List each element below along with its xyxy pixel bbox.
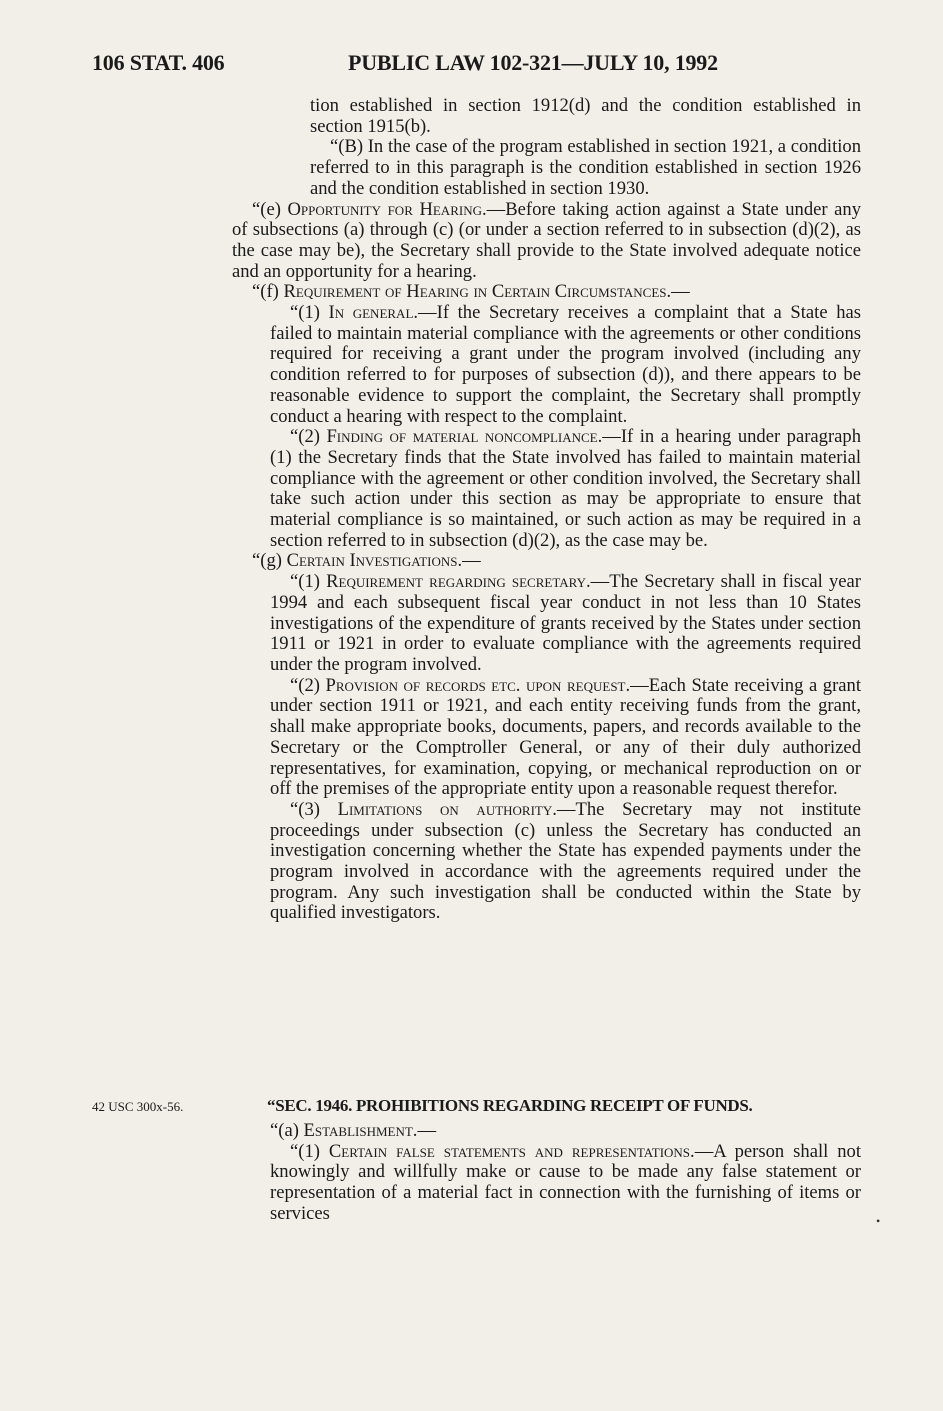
subsection-e-heading: Opportunity for Hearing. [287,198,487,220]
paragraph-f2-heading: Finding of material noncompliance. [326,426,603,448]
subsection-g-heading: Certain Investigations. [286,550,463,572]
paragraph-g3-heading: Limitations on authority. [337,798,557,820]
paragraph-a1: “(1) Certain false statements and representations.—A person shall not knowingly and willfully make or cause to be made any false statement or representation of a material fact in connection with the furnishing of items or services [270,1140,861,1224]
paragraph-g1: “(1) Requirement regarding secretary.—The Secretary shall in fiscal year 1994 and each subsequent fiscal year conduct in not less than 10 States investigations of the expenditure of grants received by the States under section 1911 or 1921 in order to evaluate compliance with the agreements required under the program involved. [270,571,861,675]
subsection-e: “(e) Opportunity for Hearing.—Before taking action against a State under any of subsections (a) through (c) (or under a section referred to in subsection (d)(2), as the case may be), the Secretary shall provide to the State involved adequate notice and an opportunity for a hearing. [232,198,861,282]
subsection-g: “(g) Certain Investigations.— [252,550,481,572]
paragraph-a1-heading: Certain false statements and representations. [328,1140,695,1162]
paragraph-g1-heading: Requirement regarding secretary. [326,571,591,593]
subsection-a-heading: Establishment. [303,1120,418,1141]
paragraph-B: “(B) In the case of the program established in section 1921, a condition referred to in this paragraph is the condition established in section 1926 and the condition established in section 1930. [310,136,861,199]
paragraph-g2-heading: Provision of records etc. upon request. [325,674,631,696]
paragraph-g3: “(3) Limitations on authority.—The Secretary may not institute proceedings under subsection (c) unless the Secretary has conducted an investigation concerning whether the State has expended payments under the program involved in accordance with the agreements required under the program. Any such investigation shall be conducted within the State by qualified investigators. [270,798,861,924]
section-heading: “SEC. 1946. PROHIBITIONS REGARDING RECEIPT OF FUNDS. [267,1096,753,1115]
section-body [232,1121,861,1225]
paragraph-f1: “(1) In general.—If the Secretary receives a complaint that a State has failed to maintain material compliance with the agreements or other conditions required for receiving a grant under the program involved (including any condition referred to for purposes of subsection (d)), and there appears to be reasonable evidence to support the complaint, the Secretary shall promptly conduct a hearing with respect to the complaint. [270,302,861,427]
subsection-f: “(f) Requirement of Hearing in Certain Circumstances.— [252,281,690,303]
body-text [232,96,861,924]
public-law-header: PUBLIC LAW 102-321—JULY 10, 1992 [348,50,718,75]
paragraph-f1-heading: In general. [328,302,419,324]
paragraph-continuation: tion established in section 1912(d) and the condition established in section 1915(b). [310,95,861,137]
page-number-header: 106 STAT. 406 [92,50,225,75]
subsection-a: “(a) Establishment.— [270,1120,437,1141]
paragraph-g2: “(2) Provision of records etc. upon request.—Each State receiving a grant under section 1911 or 1921, and each entity receiving funds from the grant, shall make appropriate books, documents, papers, and records available to the Secretary or the Comptroller General, or any of their duly authorized representatives, for examination, copying, or mechanical reproduction on or off the premises of the appropriate entity upon a reasonable request therefor. [270,674,861,800]
scan-mark: • [876,1214,881,1228]
usc-margin-note: 42 USC 300x-56. [92,1099,184,1114]
paragraph-f2: “(2) Finding of material noncompliance.—If in a hearing under paragraph (1) the Secretary finds that the State involved has failed to maintain material compliance with the agreement or other condition involved, the Secretary shall take such action under this section as may be appropriate to ensure that material compliance is so maintained, or such action as may be required in a section referred to in subsection (d)(2), as the case may be. [270,426,862,551]
subsection-f-heading: Requirement of Hearing in Certain Circumstances. [283,281,672,303]
